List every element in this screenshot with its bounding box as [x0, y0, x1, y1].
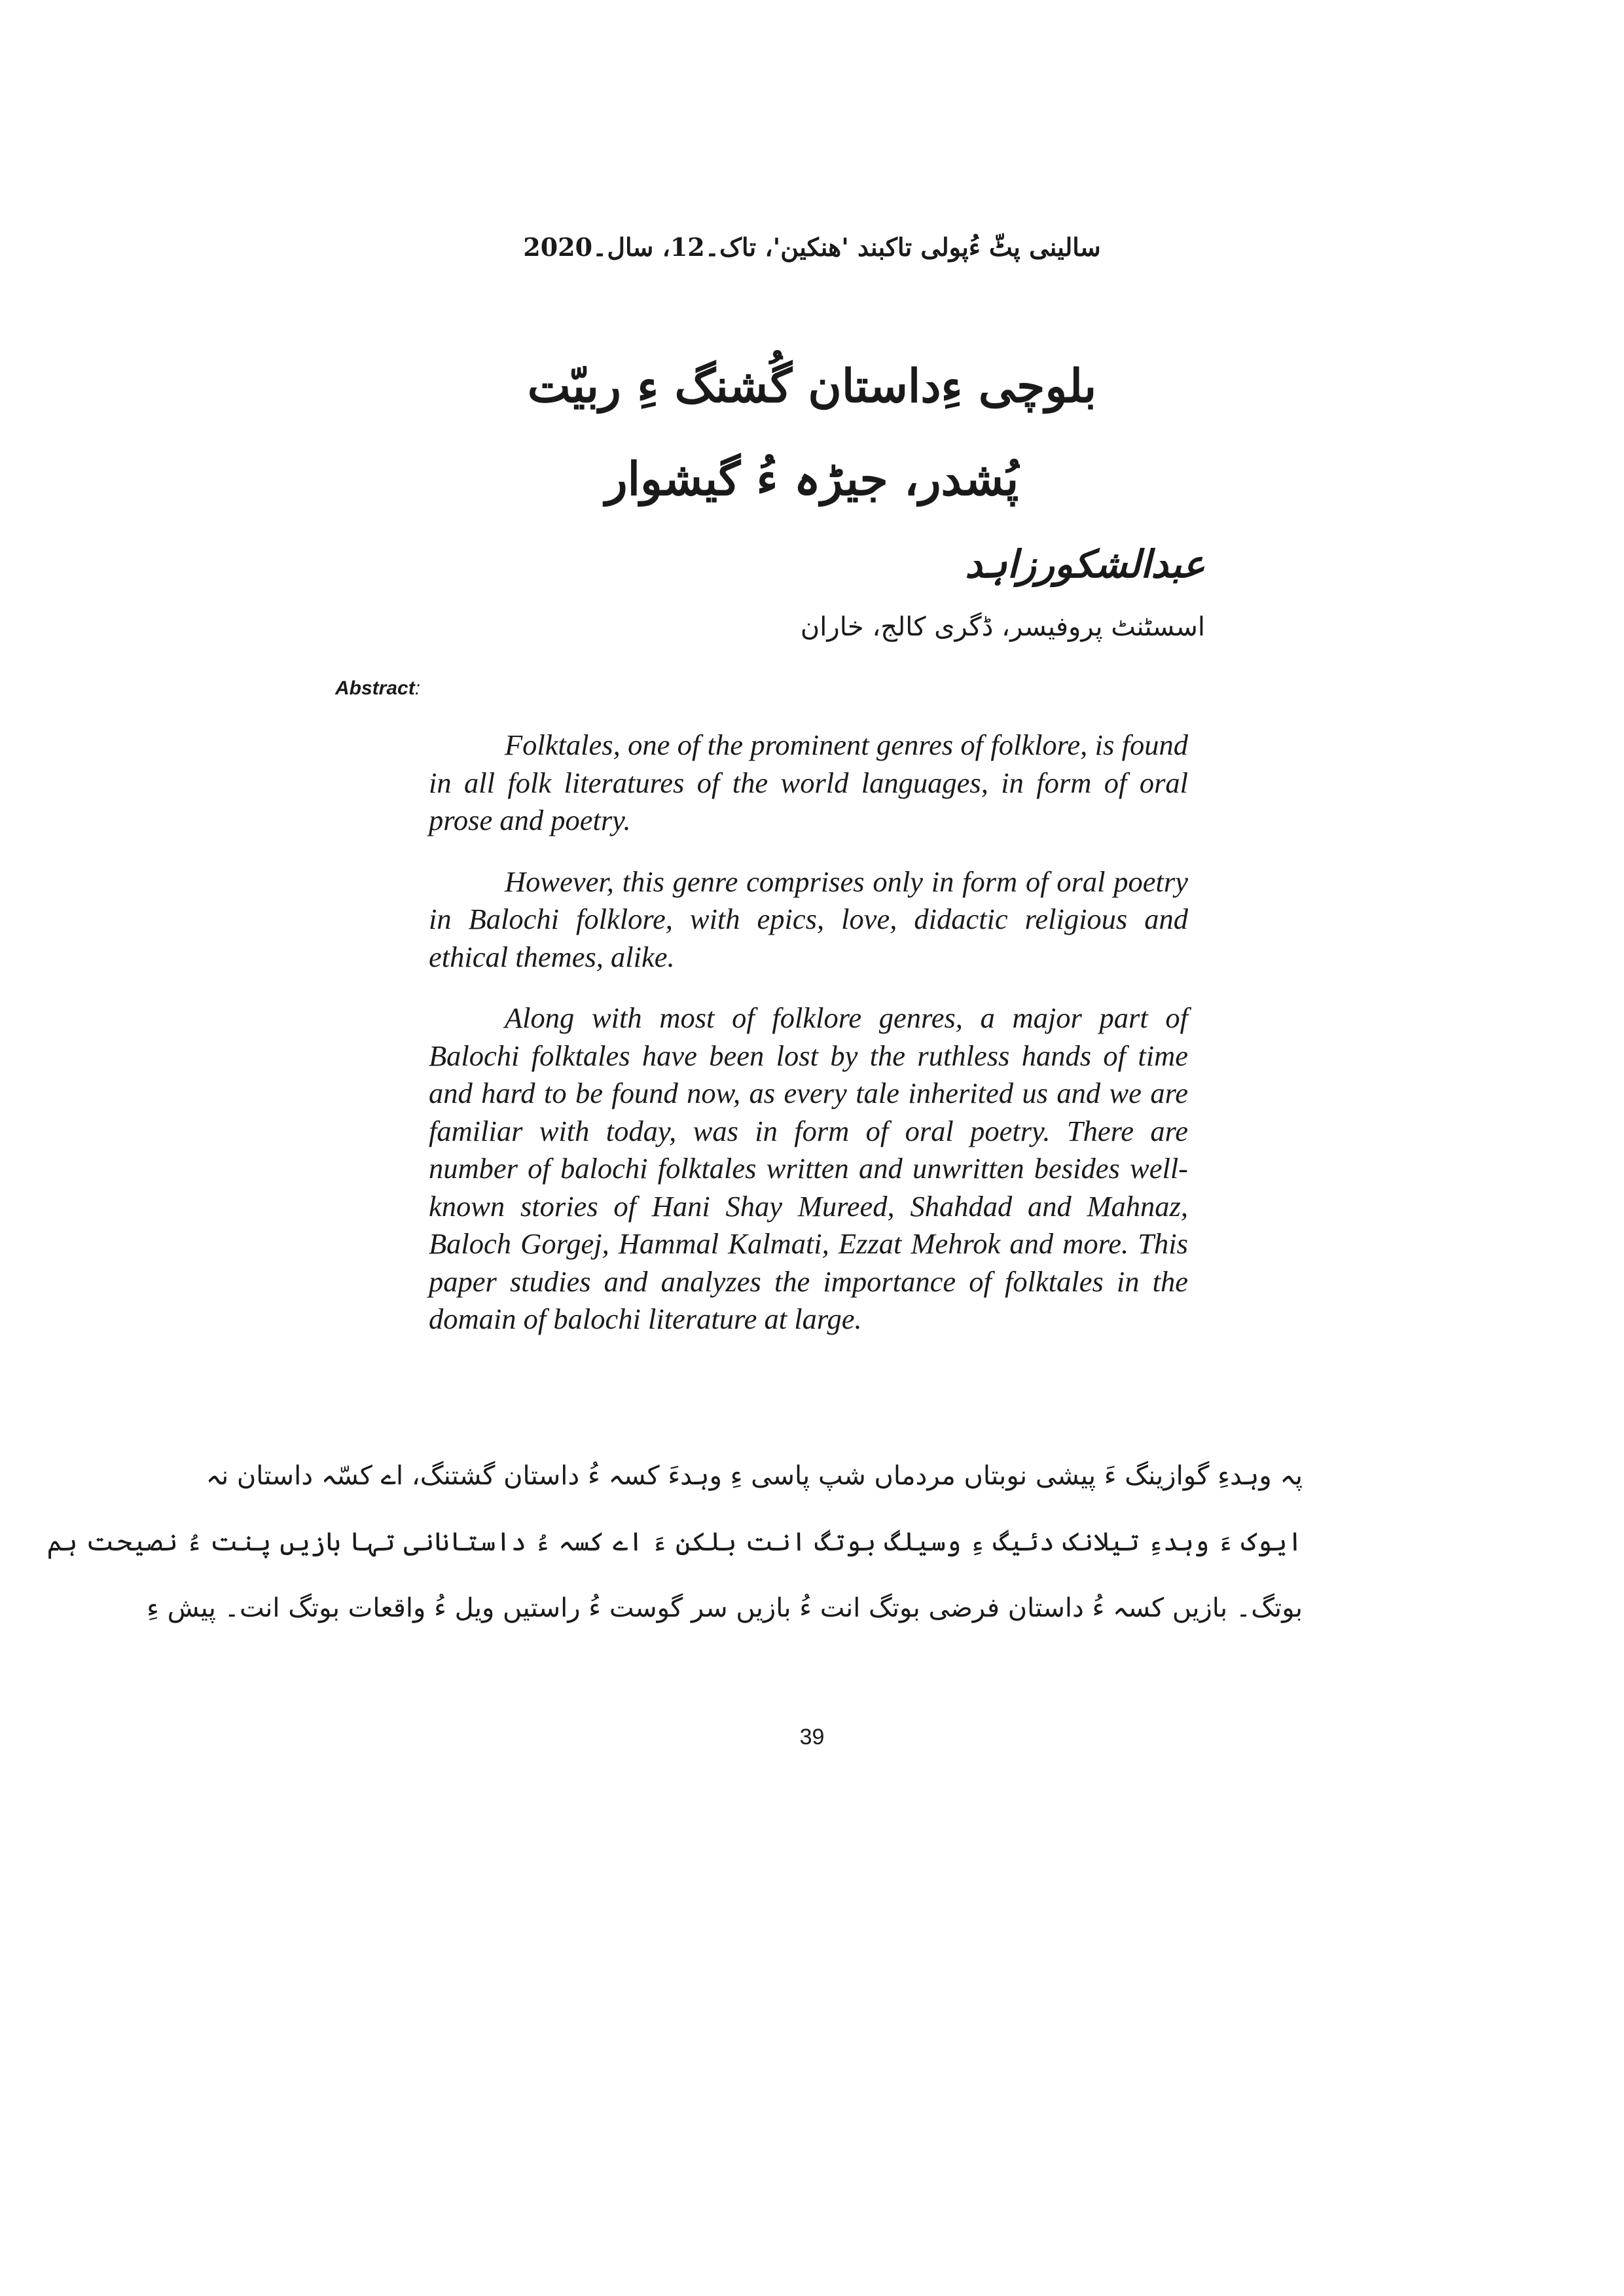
body-text-line: پہ وہدءِ گوازینگ ءَ پیشی نوبتاں مردماں شپ پاسی ءِ وہدءَ کسہ ءُ داستان گشتنگ، اے کسّہ داستان نہ	[206, 1461, 1303, 1491]
abstract-body	[429, 726, 1188, 1362]
abstract-paragraph: Along with most of folklore genres, a major part of Balochi folktales have been lost by the ruthless hands of time and hard to be found now, as every tale inherited us and we are familiar with today, was in form of oral poetry. There are number of balochi folktales written and unwritten besides well-known stories of Hani Shay Mureed, Shahdad and Mahnaz, Baloch Gorgej, Hammal Kalmati, Ezzat Mehrok and more. This paper studies and analyzes the importance of folktales in the domain of balochi literature at large.	[429, 1001, 1188, 1335]
abstract-label-text: Abstract	[335, 677, 415, 699]
article-title-line-2: پُشدر، جیڑہ ءُ گیشوار	[605, 452, 1019, 506]
author-affiliation: اسسٹنٹ پروفیسر، ڈگری کالج، خاران	[800, 612, 1205, 642]
abstract-label-colon: :	[414, 677, 421, 699]
page-number: 39	[799, 1725, 825, 1749]
author-name: عبدالشکورزاہد	[965, 542, 1205, 586]
abstract-paragraph: However, this genre comprises only in form of oral poetry in Balochi folklore, with epics, love, didactic religious and ethical themes, alike.	[429, 865, 1188, 973]
abstract-paragraph: Folktales, one of the prominent genres of folklore, is found in all folk literatures of the world languages, in form of oral prose and poetry.	[429, 728, 1188, 836]
body-text-line: ایوک ءَ وہدءِ تیلانک دئیگ ءِ وسیلگ بوتگ انت بلکن ءَ اے کسہ ءُ داستانانی تہا بازیں پنت ءُ نصیحت ہم	[46, 1527, 1303, 1557]
journal-header: سالینی پٹّ ءُپولی تاکبند 'ھنکین'، تاک۔12، سال۔2020	[523, 232, 1101, 262]
body-text-line: بوتگ۔ بازیں کسہ ءُ داستان فرضی بوتگ انت ءُ بازیں سر گوست ءُ راستیں ویل ءُ واقعات بوتگ انت۔ پیش ءِ	[147, 1593, 1303, 1623]
abstract-heading	[335, 677, 420, 700]
article-title-line-1: بلوچی ءِداستان گُشنگ ءِ ربیّت	[527, 359, 1097, 413]
body-text	[46, 1443, 1303, 1641]
